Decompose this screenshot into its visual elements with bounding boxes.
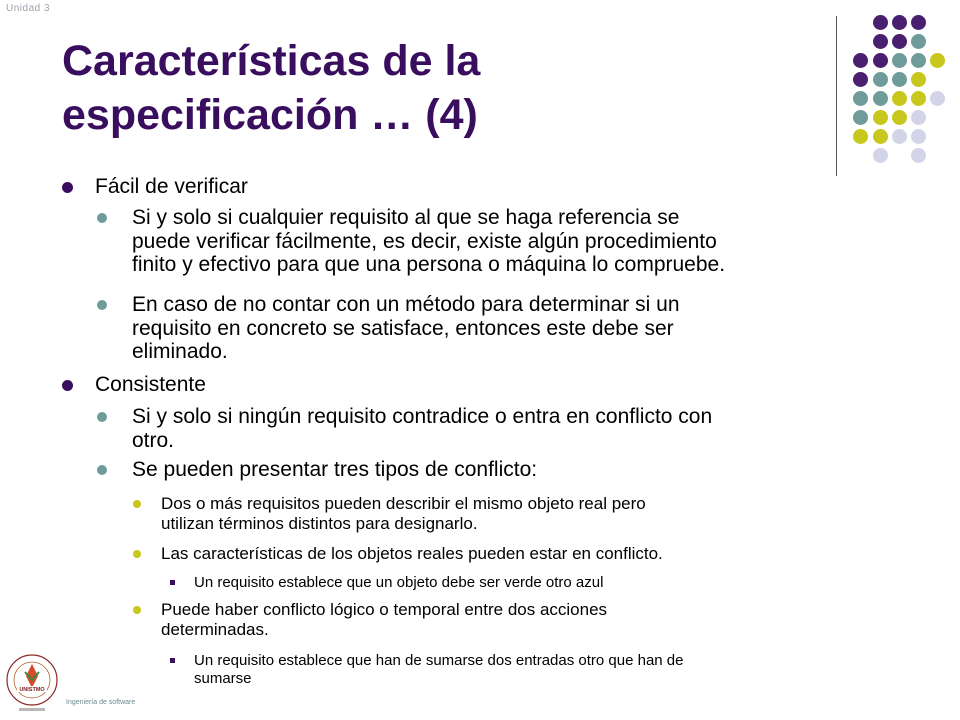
bullet-dot-icon	[97, 412, 107, 422]
bullet-dot-icon	[133, 550, 141, 558]
footer-text: Ingeniería de software	[66, 699, 136, 706]
text-line: Un requisito establece que han de sumarse dos entradas otro que han de	[194, 652, 684, 669]
conflict-item-1	[161, 494, 921, 534]
text-line: utilizan términos distintos para designarlo.	[161, 514, 478, 533]
bullet-dot-icon	[97, 465, 107, 475]
text-line: puede verificar fácilmente, es decir, existe algún procedimiento	[132, 229, 717, 253]
bullet-verificar-1	[132, 206, 922, 277]
bullet-dot-icon	[97, 213, 107, 223]
conflict-example-1: Un requisito establece que un objeto debe ser verde otro azul	[194, 574, 604, 591]
text-line: Si y solo si cualquier requisito al que se haga referencia se	[132, 206, 680, 229]
title-line-2: especificación … (4)	[62, 91, 478, 139]
title-line-1: Características de la	[62, 37, 481, 85]
text-line: Puede haber conflicto lógico o temporal entre dos acciones	[161, 600, 608, 619]
bullet-dot-icon	[62, 380, 73, 391]
bullet-dot-icon	[97, 300, 107, 310]
bullet-dot-icon	[133, 606, 141, 614]
text-line: eliminado.	[132, 340, 228, 363]
square-bullet-icon	[170, 580, 175, 585]
unit-label: Unidad 3	[6, 3, 51, 14]
square-bullet-icon	[170, 658, 175, 663]
bullet-consistente-1	[132, 405, 922, 452]
bullet-dot-icon	[133, 500, 141, 508]
bullet-dot-icon	[62, 182, 73, 193]
bullet-heading-consistente: Consistente	[95, 373, 206, 396]
text-line: finito y efectivo para que una persona o máquina lo compruebe.	[132, 253, 726, 276]
text-line: determinadas.	[161, 620, 269, 639]
text-line: Dos o más requisitos pueden describir el mismo objeto real pero	[161, 494, 646, 513]
text-line: En caso de no contar con un método para determinar si un	[132, 293, 680, 316]
bullet-heading-verificar: Fácil de verificar	[95, 175, 248, 198]
text-line: Si y solo si ningún requisito contradice o entra en conflicto con	[132, 405, 713, 428]
text-line: requisito en concreto se satisface, entonces este debe ser	[132, 316, 674, 340]
text-line: sumarse	[194, 670, 252, 687]
bullet-verificar-2	[132, 293, 922, 364]
bullet-consistente-2: Se pueden presentar tres tipos de conflicto:	[132, 458, 538, 481]
unistmo-logo	[5, 650, 59, 716]
logo-text: UNISTMO	[19, 687, 45, 693]
text-line: otro.	[132, 428, 175, 452]
conflict-item-3	[161, 600, 921, 640]
conflict-item-2: Las características de los objetos reales pueden estar en conflicto.	[161, 544, 663, 563]
conflict-example-2	[194, 652, 914, 688]
